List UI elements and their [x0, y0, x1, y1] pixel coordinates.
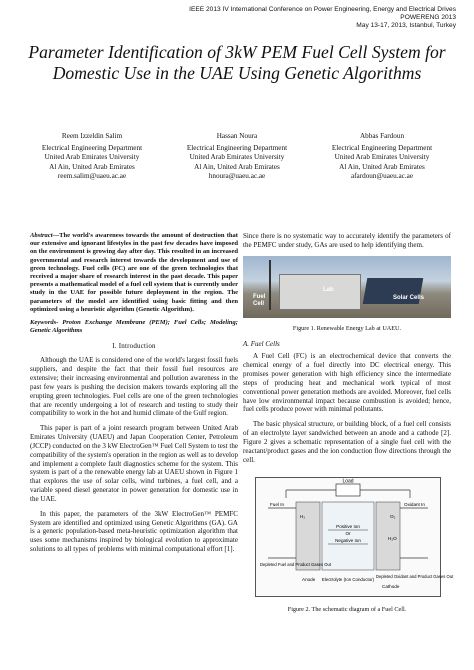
paragraph: Since there is no systematic way to accurately identify the parameters of the PEMFC under study, GAs are used to help identifying them.: [243, 232, 451, 249]
author-dept: Electrical Engineering Department: [186, 144, 288, 153]
figure-2-caption: Figure 2. The schematic diagram of a Fuel Cell.: [287, 606, 407, 614]
author-email: afardoun@uaeu.ac.ae: [350, 171, 414, 180]
paper-title: Parameter Identification of 3kW PEM Fuel Cell System for Domestic Use in the UAE Using Genetic Algorithms: [28, 42, 446, 83]
load-resistor: [336, 484, 360, 496]
photo-label-fuel-cell: Fuel Cell: [253, 293, 266, 307]
conference-line-3: May 13-17, 2013, Istanbul, Turkey: [356, 22, 456, 30]
abstract-label: Abstract: [30, 232, 53, 239]
author-email: hnoura@uaeu.ac.ae: [208, 171, 266, 180]
fuel-cell-schematic-diagram: [255, 477, 454, 597]
author-email: reem.salim@uaeu.ac.ae: [57, 171, 127, 180]
author-3: [312, 132, 452, 181]
paragraph: This paper is part of a joint research program between United Arab Emirates University (UAEU) and Japan Cooperation Center, Petroleum (JCCP) conducted on the 3 kW ElectroGen™ Fuel Cell System to test the compatibility of the system's operation in the region as well as to develop and implement a complete fault diagnostics scheme for the system. This system is part of a the renewable energy lab at UAEU shown in Figure 1 that explores the use of solar cells, wind turbines, a fuel cell, and a variable speed diesel generator in power generation for domestic use in the UAE.: [30, 424, 238, 503]
right-column: [243, 232, 454, 621]
author-city: Al Ain, United Arab Emirates: [339, 162, 425, 171]
subsection-heading-fuel-cells: A. Fuel Cells: [243, 339, 280, 348]
label-fuel-in: Fuel In: [270, 501, 285, 507]
paragraph: In this paper, the parameters of the 3kW ElectroGen™ PEMFC System are identified and optimized using Genetic Algorithms (GA). GA is a generic population-based meta-heuristic optimization algorithm that uses some mechanisms inspired by biological evolution to approximate solutions to all types of problems with minimal computational effort [1].: [30, 509, 238, 554]
author-2: [167, 132, 307, 181]
label-h2: H₂: [300, 513, 306, 519]
label-or: Or: [345, 530, 351, 536]
lab-building: [279, 274, 361, 310]
label-depleted-fuel: Depleted Fuel and Product Gases Out: [260, 561, 331, 567]
renewable-energy-lab-photo: [243, 256, 451, 318]
photo-label-solar-cells: Solar Cells: [393, 294, 425, 301]
photo-label-lab: Lab: [323, 286, 334, 293]
author-name: Reem Izzeldin Salim: [61, 132, 123, 140]
conference-line-2: POWERENG 2013: [400, 14, 456, 22]
label-h2o: H₂O: [388, 535, 397, 541]
label-oxidant-in: Oxidant In: [404, 501, 425, 507]
left-column: [30, 232, 238, 560]
author-univ: United Arab Emirates University: [334, 153, 430, 162]
paragraph: The basic physical structure, or building block, of a fuel cell consists of an electrolyte layer sandwiched between an anode and a cathode [2]. Figure 2 gives a schematic representation of a single fuel cell with the reactant/product gases and the ion conduction flow directions through the cell.: [243, 420, 451, 464]
label-cathode: Cathode: [382, 583, 400, 589]
paragraph: Although the UAE is considered one of the world's largest fossil fuels suppliers, and despite the fact that their fossil fuel resources are extensive; their increasing environmental and pollution awareness in the past few years is pushing the decision makers towards exploring all the erupting green technologies. Fuel cells are one of the green technologies that are recently undergoing a lot of research and testing to study their compatibility to work in the hot and humid climate of the Gulf region.: [30, 356, 238, 418]
author-block: [22, 132, 452, 181]
author-univ: United Arab Emirates University: [44, 153, 140, 162]
keywords: Keywords- Proton Exchange Membrane (PEM); Fuel Cells; Modeling; Genetic Algorithms: [30, 319, 238, 335]
paragraph: A Fuel Cell (FC) is an electrochemical device that converts the chemical energy of a fuel directly into DC electrical energy. This promises power generation with high efficiency since the intermediate steps of producing heat and mechanical work typical of most conventional power generation methods are avoided. Moreover, fuel cells have low environmental impact because combustion is avoided; hence, fuel cells produce power with minimal pollutants.: [243, 352, 451, 414]
anode-plate: [296, 502, 320, 570]
author-dept: Electrical Engineering Department: [331, 144, 433, 153]
label-anode: Anode: [302, 576, 316, 582]
abstract-text: —The world's awareness towards the amount of destruction that our extensive and ignorant lifestyles in the past few decades have imposed on the environment is growing day after day. This resulted in an increased governmental and research interest towards the development and use of green technology. Fuel cells (FC) are one of the green technologies that received a major share of research interest in the past decade. This paper presents a mathematical model of a fuel cell system that is currently under study in the UAE for possible future deployment in the region. The parameters of the model are identified using basic fitting and then optimized using a heuristic algorithm (Genetic Algorithm).: [30, 232, 238, 313]
author-city: Al Ain, United Arab Emirates: [194, 162, 280, 171]
author-name: Abbas Fardoun: [359, 132, 405, 140]
author-name: Hassan Noura: [216, 132, 258, 140]
label-negative-ion: Negative Ion: [335, 537, 361, 543]
electrolyte-layer: [322, 502, 374, 570]
label-positive-ion: Positive Ion: [336, 523, 360, 529]
figure-1-caption: Figure 1. Renewable Energy Lab at UAEU.: [292, 324, 402, 332]
author-dept: Electrical Engineering Department: [41, 144, 143, 153]
section-heading-introduction: I. Introduction: [112, 342, 156, 351]
author-univ: United Arab Emirates University: [189, 153, 285, 162]
label-o2: O₂: [390, 513, 396, 519]
label-electrolyte: Electrolyte (Ion Conductor): [321, 576, 375, 582]
abstract: [30, 232, 238, 314]
author-city: Al Ain, United Arab Emirates: [49, 162, 135, 171]
author-1: [22, 132, 162, 181]
conference-header: [36, 6, 456, 31]
label-load: Load: [342, 478, 354, 484]
conference-line-1: IEEE 2013 IV International Conference on Power Engineering, Energy and Electrical Drives: [189, 6, 456, 13]
label-depleted-oxidant: Depleted Oxidant and Product Gases Out: [376, 573, 454, 579]
